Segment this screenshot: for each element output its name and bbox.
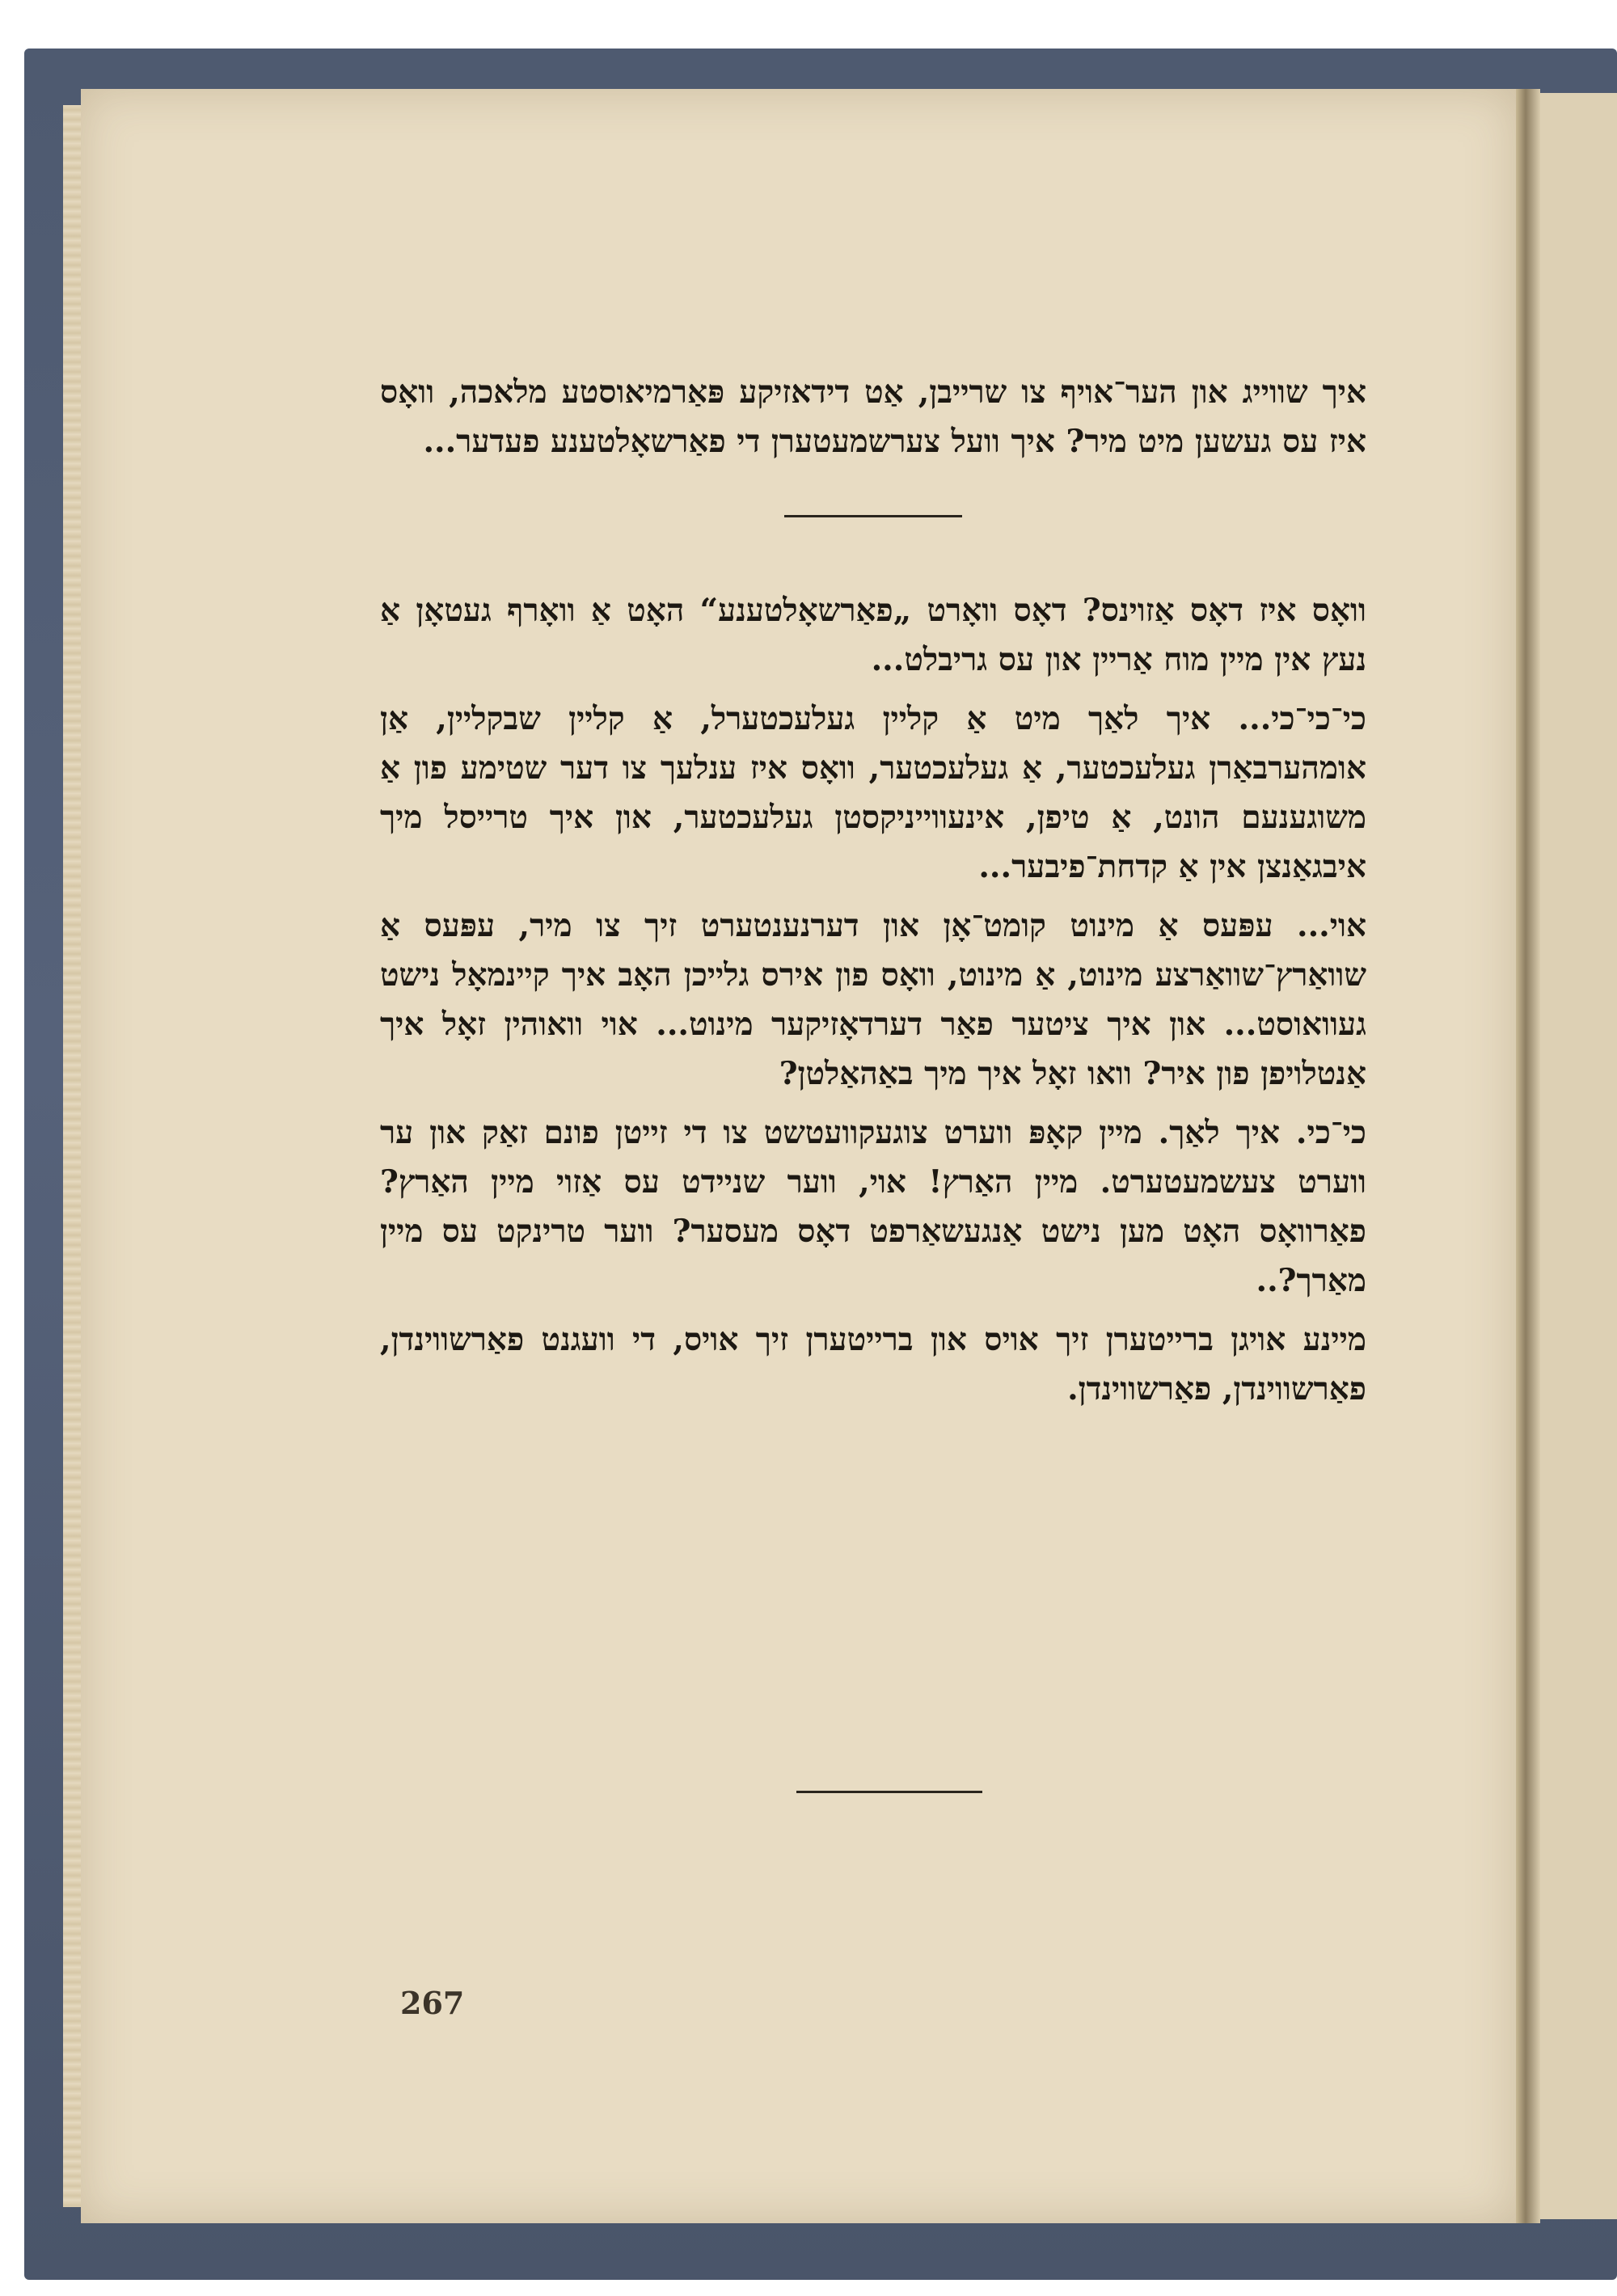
- page-number: 267: [400, 1985, 465, 2021]
- paragraph-1: איך שווייג און הער־אויף צו שרייבן, אַט דידאזיקע פּאַרמיאוסטע מלאכה, וואָס איז עס געשען מיט מיר? איך וועל צערשמעטערן די פאַרשאָלטענע פעדער...: [380, 374, 1366, 460]
- end-divider: [796, 1791, 982, 1793]
- section-divider: [784, 515, 962, 517]
- paragraph-6: מיינע אויגן ברייטערן זיך אויס און ברייטערן זיך אויס, די וועגנט פאַרשווינדן, פאַרשווינדן, פאַרשווינדן.: [380, 1321, 1366, 1408]
- paragraph-2: וואָס איז דאָס אַזוינס? דאָס וואָרט „פאַרשאָלטענע“ האָט אַ וואָרף געטאָן אַ נעץ אין מיין מוח אַריין און עס גריבלט...: [380, 592, 1366, 678]
- paragraph-3: כי־כי־כי... איך לאַך מיט אַ קליין געלעכטערל, אַ קליין שבקליין, אַן אומהערבאַרן געלעכטער, אַ געלעכטער, וואָס איז ענלעך צו דער שטימע פון אַ משוגענעם הונט, אַ טיפן, אינעווייניקסטן געלעכטער, און איך טרייסל מיך איבגאַנצן אין אַ קדחת־פיבער...: [380, 700, 1366, 885]
- book-gutter: [1516, 89, 1540, 2223]
- next-page-edge: [1540, 93, 1617, 2219]
- paragraph-4: אוי... עפּעס אַ מינוט קומט־אָן און דערנענטערט זיך צו מיר, עפּעס אַ שוואַרץ־שוואַרצע מינוט, אַ מינוט, וואָס פון אירס גלייכן האָב איך קיינמאָל נישט געוואוסט... און איך ציטער פאַר דערדאָזיקער מינוט... אוי וואוהין זאָל איך אַנטלויפן פון איר? וואו זאָל איך מיך באַהאַלטן?: [380, 907, 1366, 1092]
- paragraph-5: כי־כי. איך לאַך. מיין קאָפּ ווערט צוגעקוועטשט צו די זייטן פונם זאַק און ער ווערט צעשמעטערט. מיין האַרץ! אוי, ווער שניידט עס אַזוי מיין האַרץ? פאַרוואָס האָט מען נישט אַנגעשאַרפט דאָס מעסער? ווער טרינקט עס מיין מאַרך?..: [380, 1114, 1366, 1299]
- page-text: [380, 368, 1366, 1424]
